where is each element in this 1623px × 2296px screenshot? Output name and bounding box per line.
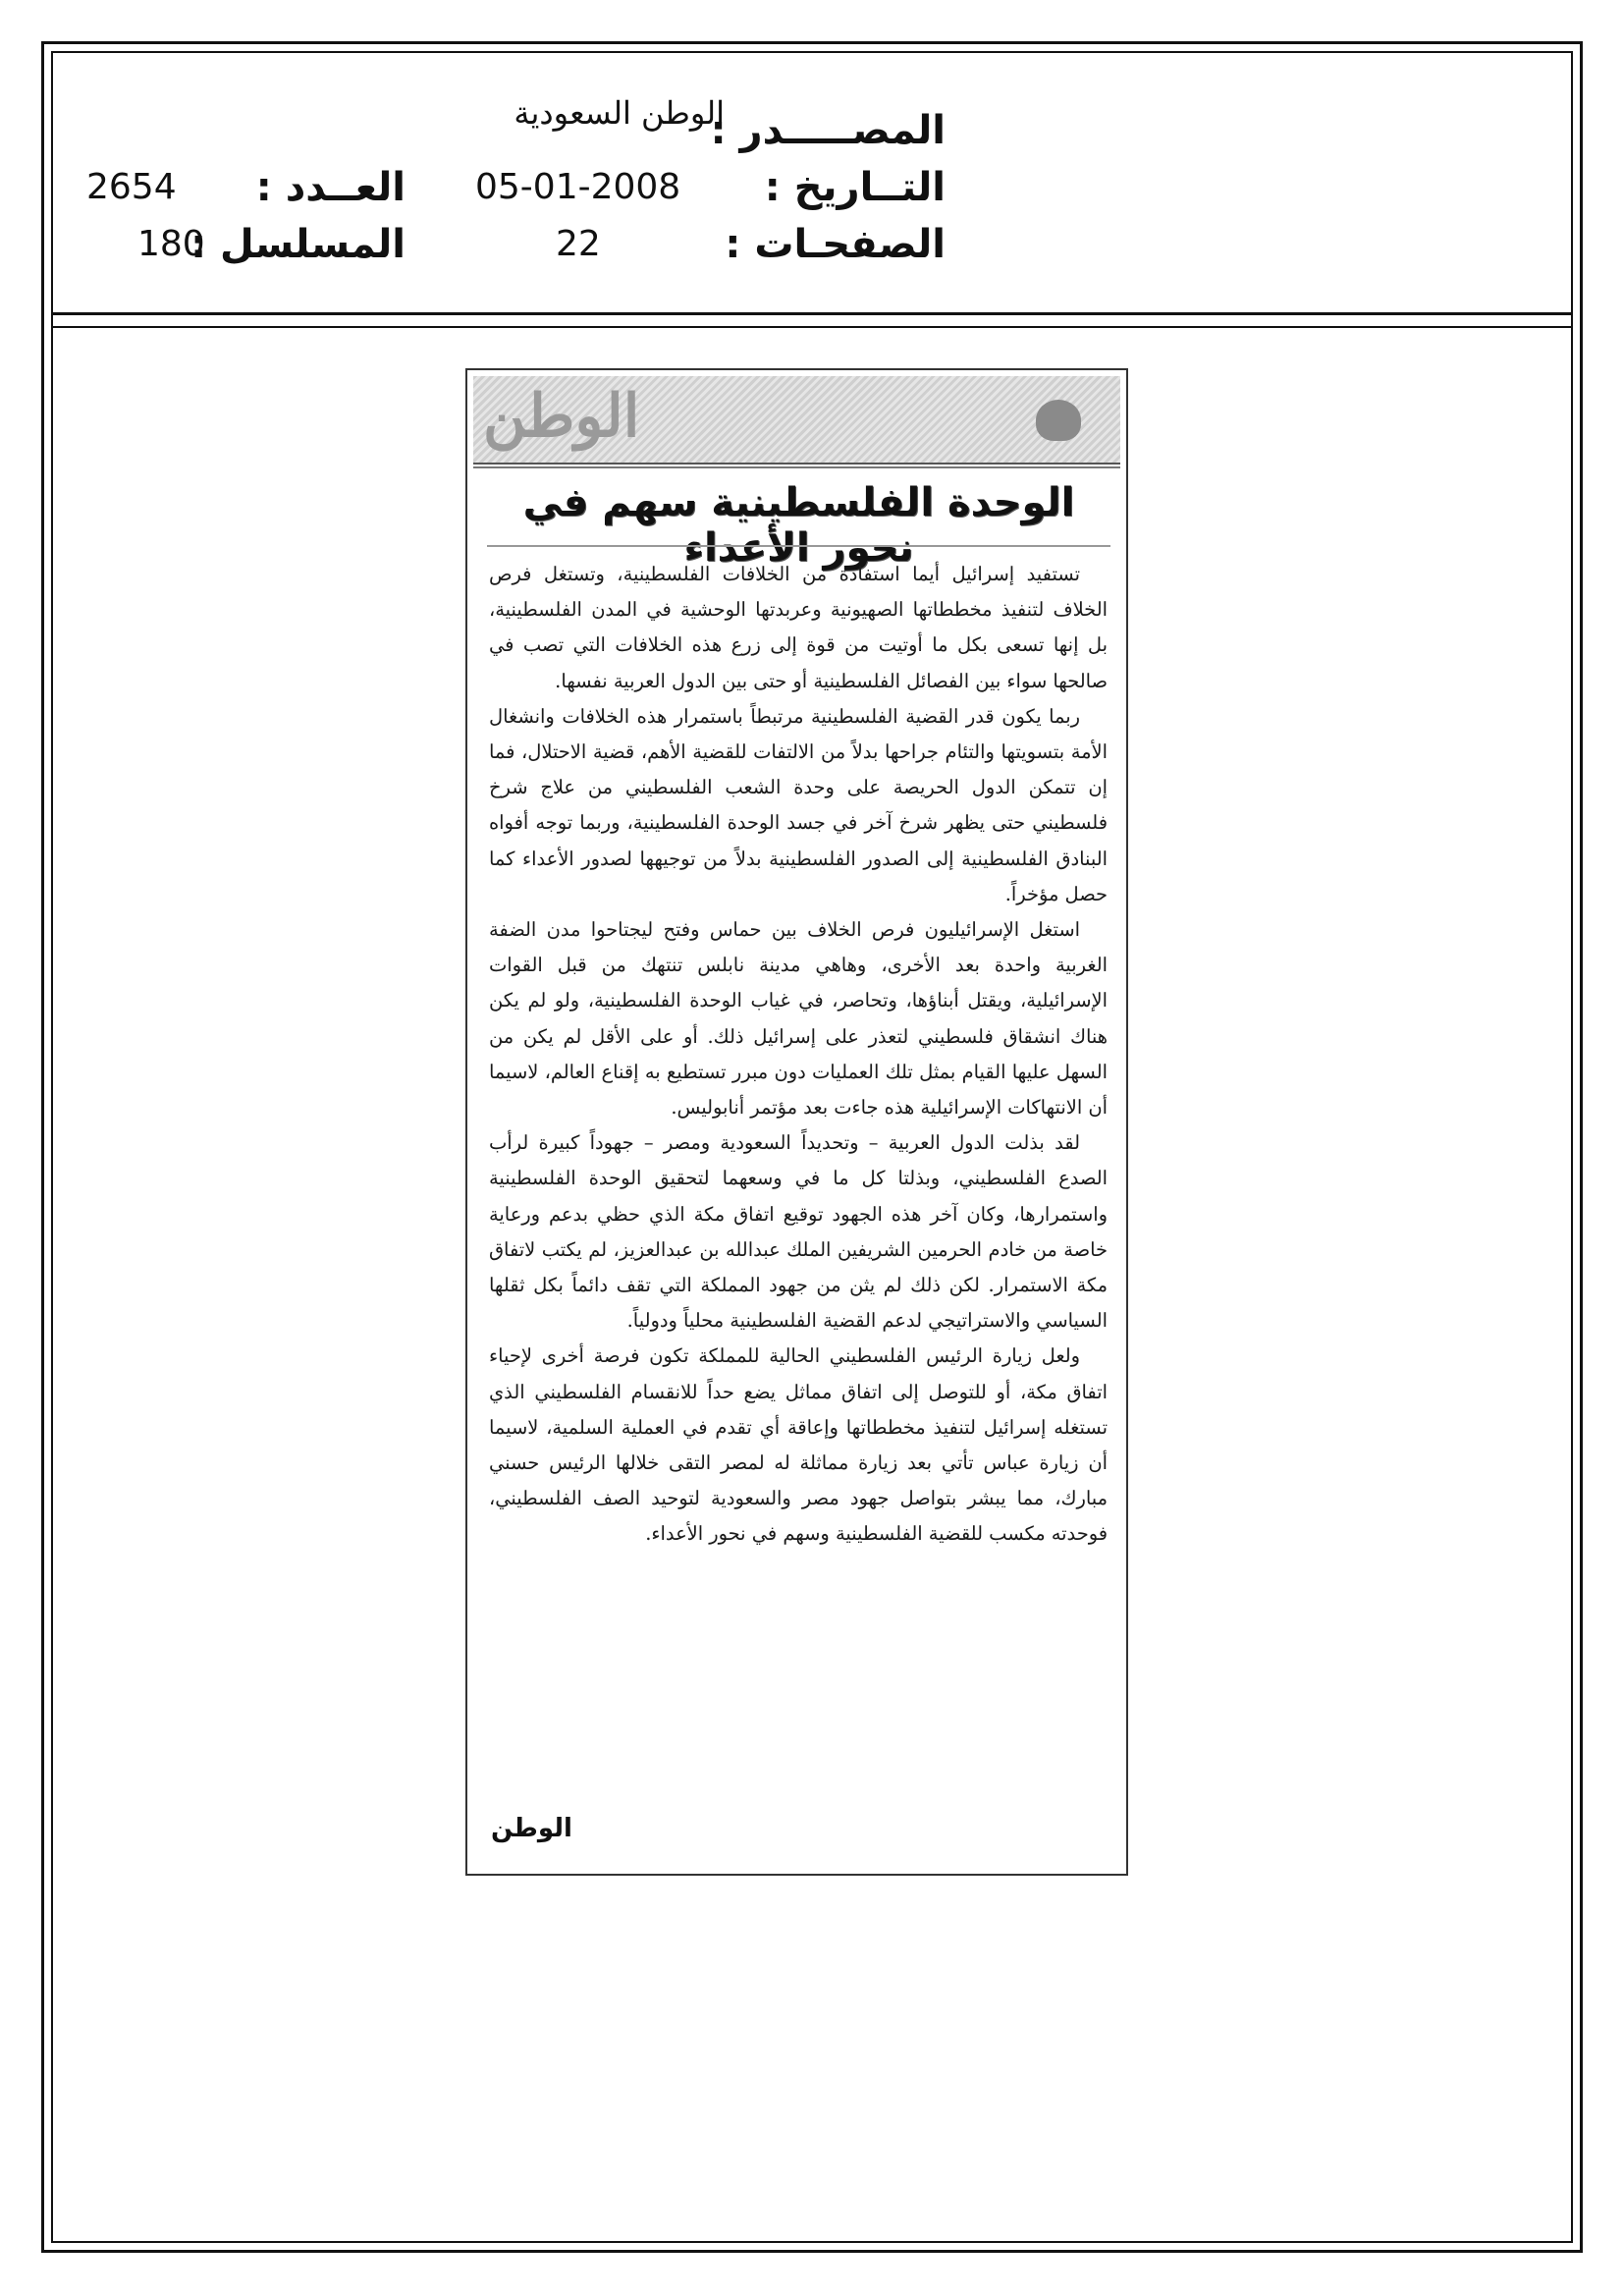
pages-value: 22 (556, 224, 601, 264)
serial-label: المسلسل : (190, 222, 406, 267)
source-label: المصـــــدر : (710, 108, 946, 153)
newspaper-signature: الوطن (491, 1814, 572, 1843)
article-headline: الوحدة الفلسطينية سهم في نحور الأعداء (522, 480, 1075, 571)
masthead-rule (473, 466, 1120, 468)
newspaper-masthead (473, 376, 1120, 465)
pages-label: الصفحـات : (725, 222, 946, 267)
article-paragraph: ولعل زيارة الرئيس الفلسطيني الحالية للمملكة تكون فرصة أخرى لإحياء اتفاق مكة، أو للتوصل إلى اتفاق مماثل يضع حداً للانقسام الفلسطيني الذي تستغله إسرائيل لتنفيذ مخططاتها وإعاقة أي تقدم في العملية السلمية، لاسيما أن زيارة عباس تأتي بعد زيارة مماثلة له لمصر التقى خلالها الرئيس حسني مبارك، مما يبشر بتواصل جهود مصر والسعودية لتوحيد الصف الفلسطيني، فوحدته مكسب للقضية الفلسطينية وسهم في نحور الأعداء. (489, 1344, 1108, 1546)
headline-rule (487, 545, 1110, 547)
article-paragraph: استغل الإسرائيليون فرص الخلاف بين حماس وفتح ليجتاحوا مدن الضفة الغربية واحدة بعد الأخرى، وهاهي مدينة نابلس تنتهك من قبل القوات الإسرائيلية، ويقتل أبناؤها، وتحاصر، في غياب الوحدة الفلسطينية، ولو لم يكن هناك انشقاق فلسطيني لتعذر على إسرائيل ذلك. أو على الأقل لم يكن من السهل عليها القيام بمثل تلك العمليات دون مبرر تستطيع به إقناع العالم، لاسيما أن الانتهاكات الإسرائيلية هذه جاءت بعد مؤتمر أنابوليس. (489, 918, 1108, 1120)
source-value: الوطن السعودية (514, 94, 725, 132)
newspaper-clipping (465, 368, 1128, 1876)
article-paragraph: ربما يكون قدر القضية الفلسطينية مرتبطاً باستمرار هذه الخلافات وانشغال الأمة بتسويتها والتئام جراحها بدلاً من الالتفات للقضية الأهم، قضية الاحتلال، فما إن تتمكن الدول الحريصة على وحدة الشعب الفلسطيني من علاج شرخ فلسطيني حتى يظهر شرخ آخر في جسد الوحدة الفلسطينية، وربما توجه أفواه البنادق الفلسطينية إلى الصدور الفلسطينية بدلاً من توجيهها لصدور الأعداء كما حصل مؤخراً. (489, 704, 1108, 905)
header-divider (51, 312, 1573, 315)
serial-value: 180 (137, 224, 205, 264)
date-value: 05-01-2008 (475, 167, 681, 207)
masthead-logo: الوطن (483, 382, 640, 451)
header-divider-inner (51, 326, 1573, 328)
article-body (489, 557, 1108, 1553)
article-paragraph: تستفيد إسرائيل أيما استفادة من الخلافات الفلسطينية، وتستغل فرص الخلاف لتنفيذ مخططاتها الصهيونية وعربدتها الوحشية في المدن الفلسطينية، بل إنها تسعى بكل ما أوتيت من قوة إلى زرع هذه الخلافات التي تصب في صالحها سواء بين الفصائل الفلسطينية أو حتى بين الدول العربية نفسها. (489, 563, 1108, 692)
article-paragraph: لقد بذلت الدول العربية – وتحديداً السعودية ومصر – جهوداً كبيرة لرأب الصدع الفلسطيني، وبذلتا كل ما في وسعهما لتحقيق الوحدة الفلسطينية واستمرارها، وكان آخر هذه الجهود توقيع اتفاق مكة الذي حظي بدعم ورعاية خاصة من خادم الحرمين الشريفين الملك عبدالله بن عبدالعزيز، لم يكتب لاتفاق مكة الاستمرار. لكن ذلك لم يثن من جهود المملكة التي تقف دائماً بكل ثقلها السياسي والاستراتيجي لدعم القضية الفلسطينية محلياً ودولياً. (489, 1131, 1108, 1333)
emblem-icon (1036, 400, 1081, 441)
issue-value: 2654 (86, 167, 177, 207)
issue-label: العــدد : (255, 165, 406, 210)
date-label: التــاريخ : (764, 165, 946, 210)
